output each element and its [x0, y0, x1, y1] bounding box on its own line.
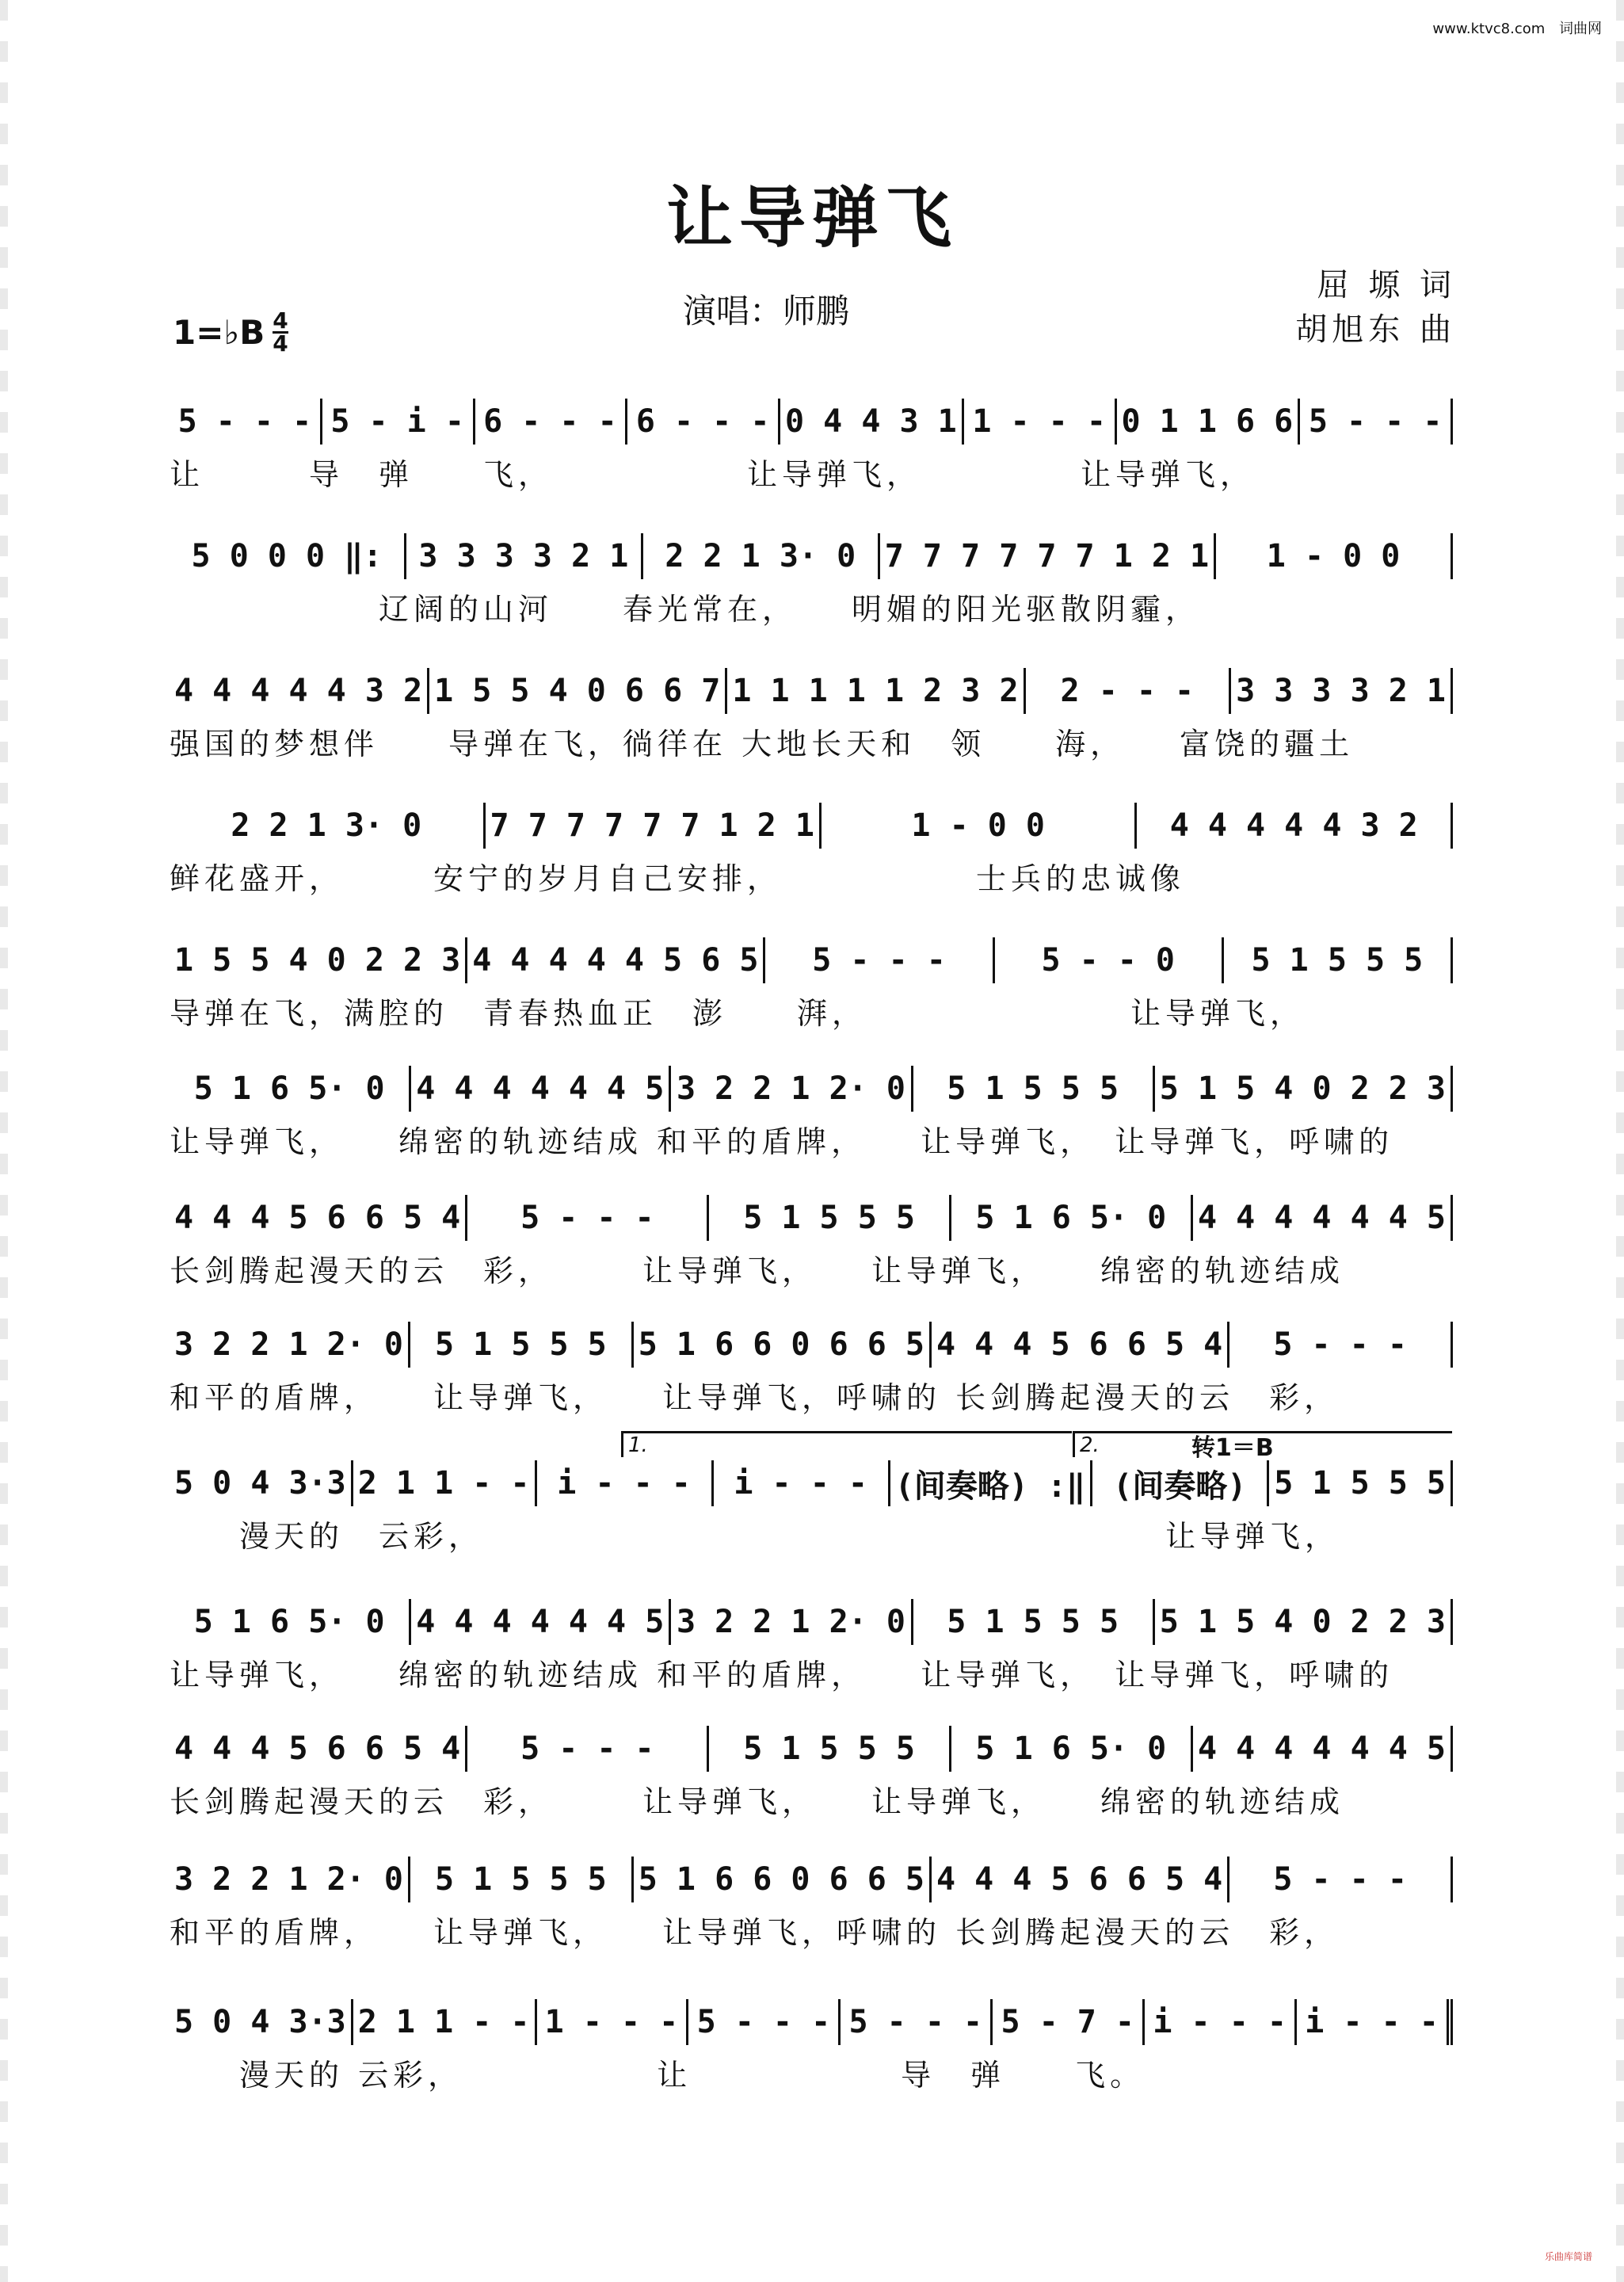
measure: 4 4 4 4 4 3 2 — [1137, 803, 1453, 849]
lyric-line: 让导弹飞， 绵密的轨迹结成 和平的盾牌， 让导弹飞， 让导弹飞，呼啸的 — [170, 1658, 1394, 1692]
measure: 5 1 6 5· 0 — [951, 1195, 1193, 1241]
measure: 4 4 4 4 4 3 2 — [170, 668, 429, 714]
measure: 0 4 4 3 1 — [780, 399, 964, 445]
lyric-line: 长剑腾起漫天的云 彩， 让导弹飞， 让导弹飞， 绵密的轨迹结成 — [170, 1254, 1345, 1288]
score-system — [170, 1854, 1453, 1960]
measure: 5 1 5 5 5 — [709, 1195, 951, 1241]
score-system — [170, 1723, 1453, 1830]
measure: 1 - 0 0 — [822, 803, 1138, 849]
notes-row — [170, 396, 1453, 447]
lyric-line: 强国的梦想伴 导弹在飞，徜徉在 大地长天和 领 海， 富饶的疆土 — [170, 727, 1355, 761]
measure: 4 4 4 4 4 5 6 5 — [467, 937, 765, 983]
measure: 3 3 3 3 2 1 — [1231, 668, 1453, 714]
time-signature — [273, 307, 288, 357]
measure: 5 1 5 5 5 — [410, 1857, 634, 1902]
measure: 3 2 2 1 2· 0 — [671, 1599, 913, 1645]
measure: 5 1 5 5 5 — [1224, 937, 1453, 983]
measure: 7 7 7 7 7 7 1 2 1 — [486, 803, 822, 849]
site-name[interactable]: 词曲网 — [1559, 21, 1602, 37]
lyric-line: 鲜花盛开， 安宁的岁月自己安排， 士兵的忠诚像 — [170, 861, 1186, 896]
measure: 7 7 7 7 7 7 1 2 1 — [880, 533, 1216, 579]
score-system — [170, 1319, 1453, 1425]
left-margin-strip — [0, 0, 8, 2282]
measure: 3 3 3 3 2 1 — [406, 533, 643, 579]
lyric-line: 让 导 弹 飞， 让导弹飞， 让导弹飞， — [170, 457, 1256, 492]
measure: 5 - - - — [170, 399, 322, 445]
measure: 3 2 2 1 2· 0 — [170, 1322, 410, 1368]
measure: 4 4 4 5 6 6 5 4 — [170, 1726, 467, 1772]
measure: 5 - - - — [467, 1195, 709, 1241]
score-system — [170, 396, 1453, 502]
measure: 4 4 4 5 6 6 5 4 — [932, 1322, 1229, 1368]
measure: 2 1 1 - - — [353, 1999, 537, 2045]
measure: 4 4 4 5 6 6 5 4 — [170, 1195, 467, 1241]
score-system — [170, 1193, 1453, 1299]
measure: 5 1 6 6 0 6 6 5 — [634, 1322, 932, 1368]
measure: (间奏略) — [1092, 1460, 1269, 1506]
score-system — [170, 531, 1453, 637]
measure: 2 1 1 - - — [353, 1460, 537, 1506]
measure: 5 - - - — [765, 937, 994, 983]
notes-row — [170, 1997, 1453, 2047]
measure: 1 1 1 1 1 2 3 2 — [727, 668, 1025, 714]
notes-row — [170, 1458, 1453, 1509]
notes-row — [170, 1597, 1453, 1647]
measure: 5 0 4 3·3 — [170, 1999, 353, 2045]
measure: 5 1 5 4 0 2 2 3 — [1155, 1066, 1453, 1112]
measure: 5 - 7 - — [993, 1999, 1145, 2045]
score-system — [170, 666, 1453, 772]
key-signature — [173, 307, 288, 357]
measure: 5 1 6 5· 0 — [170, 1066, 411, 1112]
measure: 5 - - - — [1229, 1857, 1453, 1902]
measure: 5 1 6 5· 0 — [170, 1599, 411, 1645]
time-denominator: 4 — [273, 330, 288, 357]
footer-mark: 乐曲库简谱 — [1544, 2251, 1592, 2262]
measure: 3 2 2 1 2· 0 — [671, 1066, 913, 1112]
measure: 5 1 5 4 0 2 2 3 — [1155, 1599, 1453, 1645]
measure: 1 5 5 4 0 2 2 3 — [170, 937, 467, 983]
composer-credit: 胡旭东 曲 — [1295, 311, 1456, 348]
right-margin-strip — [1616, 0, 1624, 2282]
site-url[interactable]: www.ktvc8.com — [1432, 21, 1546, 37]
measure: 5 1 5 5 5 — [410, 1322, 634, 1368]
measure: 4 4 4 4 4 4 5 — [411, 1599, 671, 1645]
measure: i - - - — [537, 1460, 714, 1506]
measure: 5 - - - — [1229, 1322, 1453, 1368]
measure: 2 2 1 3· 0 — [170, 803, 486, 849]
notes-row — [170, 1193, 1453, 1243]
score-system — [170, 800, 1453, 906]
time-numerator: 4 — [273, 307, 288, 334]
measure: 5 1 6 5· 0 — [951, 1726, 1193, 1772]
measure: 5 - - 0 — [995, 937, 1224, 983]
lyric-line: 让导弹飞， 绵密的轨迹结成 和平的盾牌， 让导弹飞， 让导弹飞，呼啸的 — [170, 1124, 1394, 1159]
measure: 1 - - - — [964, 399, 1117, 445]
credits — [1295, 263, 1456, 352]
measure: 4 4 4 4 4 4 5 — [1193, 1195, 1453, 1241]
notes-row — [170, 1063, 1453, 1114]
score-system — [170, 1997, 1453, 2103]
measure: 4 4 4 5 6 6 5 4 — [932, 1857, 1229, 1902]
score-system — [170, 1597, 1453, 1703]
notes-row — [170, 1319, 1453, 1370]
measure: 5 1 5 5 5 — [709, 1726, 951, 1772]
measure: 4 4 4 4 4 4 5 — [1193, 1726, 1453, 1772]
notes-row — [170, 935, 1453, 986]
lyric-line: 导弹在飞，满腔的 青春热血正 澎 湃， 让导弹飞， — [170, 996, 1306, 1031]
measure: 1 - 0 0 — [1216, 533, 1453, 579]
lyric-line: 辽阔的山河 春光常在， 明媚的阳光驱散阴霾， — [170, 592, 1201, 627]
measure: 6 - - - — [475, 399, 628, 445]
measure: 6 - - - — [627, 399, 780, 445]
measure: 5 1 5 5 5 — [1269, 1460, 1453, 1506]
lyric-line: 漫天的 云彩， 让 导 弹 飞。 — [170, 2058, 1146, 2093]
singer-credit: 演唱：师鹏 — [683, 292, 850, 330]
measure: 0 1 1 6 6 — [1117, 399, 1301, 445]
measure: 5 - - - — [688, 1999, 841, 2045]
measure: 5 0 0 0 ‖: — [170, 533, 406, 579]
measure: 1 5 5 4 0 6 6 7 — [429, 668, 727, 714]
measure: 1 - - - — [537, 1999, 689, 2045]
volta-first-ending: 1. — [621, 1431, 1072, 1457]
measure: 5 - - - — [1300, 399, 1453, 445]
measure: 5 - i - — [322, 399, 475, 445]
notes-row — [170, 1854, 1453, 1905]
notes-row — [170, 531, 1453, 582]
measure: 5 1 6 6 0 6 6 5 — [634, 1857, 932, 1902]
measure: i - - - — [714, 1460, 890, 1506]
measure: 5 - - - — [467, 1726, 709, 1772]
lyric-line: 和平的盾牌， 让导弹飞， 让导弹飞，呼啸的 长剑腾起漫天的云 彩， — [170, 1380, 1340, 1415]
measure: 5 1 5 5 5 — [913, 1599, 1155, 1645]
measure: 3 2 2 1 2· 0 — [170, 1857, 410, 1902]
lyric-line: 长剑腾起漫天的云 彩， 让导弹飞， 让导弹飞， 绵密的轨迹结成 — [170, 1784, 1345, 1819]
score-system — [170, 935, 1453, 1041]
lyric-line: 和平的盾牌， 让导弹飞， 让导弹飞，呼啸的 长剑腾起漫天的云 彩， — [170, 1915, 1340, 1950]
measure: 5 1 5 5 5 — [913, 1066, 1155, 1112]
measure: 2 2 1 3· 0 — [643, 533, 880, 579]
song-title: 让导弹飞 — [665, 179, 958, 257]
notes-row — [170, 666, 1453, 716]
score-system — [170, 1433, 1453, 1564]
site-header — [1423, 17, 1602, 38]
modulation-note: 转1＝B — [1191, 1434, 1274, 1462]
key-label: 1=♭B — [173, 313, 265, 352]
score-system — [170, 1063, 1453, 1170]
volta-second-ending: 2. — [1073, 1431, 1452, 1457]
notes-row — [170, 1723, 1453, 1774]
measure: 4 4 4 4 4 4 5 — [411, 1066, 671, 1112]
measure: 5 - - - — [841, 1999, 993, 2045]
lyricist-credit: 屈 塬 词 — [1317, 267, 1456, 303]
measure: (间奏略) :‖ — [890, 1460, 1092, 1506]
lyric-line: 漫天的 云彩， 让导弹飞， — [170, 1519, 1340, 1554]
measure: i - - - — [1145, 1999, 1297, 2045]
measure: i - - - — [1297, 1999, 1453, 2045]
measure: 5 0 4 3·3 — [170, 1460, 353, 1506]
notes-row — [170, 800, 1453, 851]
measure: 2 - - - — [1026, 668, 1232, 714]
